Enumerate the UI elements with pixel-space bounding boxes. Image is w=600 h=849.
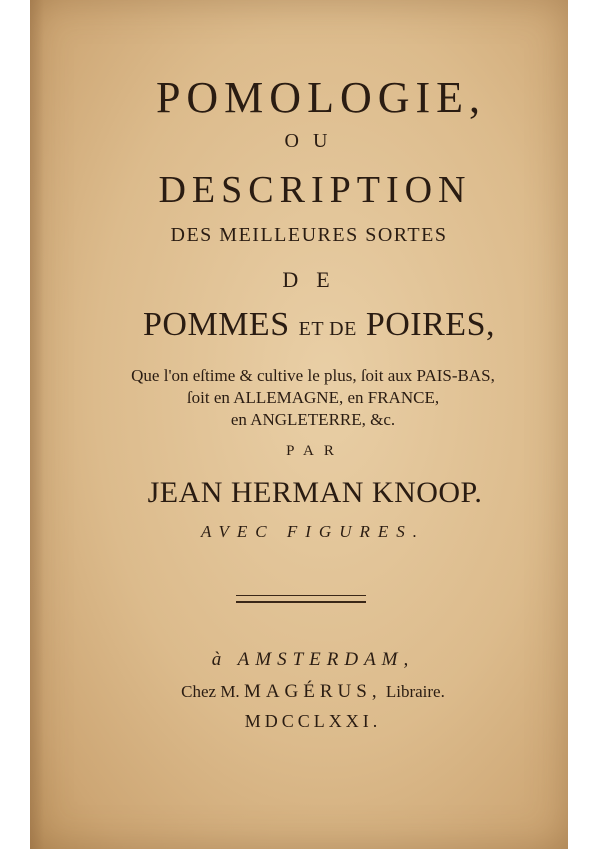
by-line-par: PAR <box>286 443 344 459</box>
avec-figures: AVEC FIGURES. <box>200 522 425 541</box>
conjunction-ou: OU <box>284 130 342 152</box>
book-title: POMOLOGIE, <box>155 73 487 122</box>
author-name: JEAN HERMAN KNOOP. <box>147 476 483 509</box>
publisher-suffix: Libraire. <box>385 682 445 701</box>
imprint-publisher <box>44 681 582 703</box>
imprint-year: MDCCLXXI. <box>244 711 382 731</box>
subtitle-meilleures: DES MEILLEURES SORTES <box>170 224 448 246</box>
word-et-de: ET DE <box>298 318 357 340</box>
subtitle-description: DESCRIPTION <box>158 169 472 211</box>
subtitle-pommes-poires <box>50 306 588 344</box>
word-poires: POIRES, <box>365 306 495 343</box>
decorative-rule <box>236 595 366 603</box>
subtitle-de: DE <box>282 267 348 292</box>
imprint-place: à AMSTERDAM, <box>211 649 415 670</box>
subtitle-line-1: Que l'on eſtime & cultive le plus, ſoit aux PAIS-BAS, <box>131 366 495 385</box>
subtitle-line-3: en ANGLETERRE, &c. <box>230 410 396 429</box>
publisher-prefix: Chez M. <box>181 682 240 701</box>
publisher-name: MAGÉRUS, <box>243 681 382 702</box>
title-page <box>30 0 568 849</box>
word-pommes: POMMES <box>143 306 290 343</box>
subtitle-line-2: ſoit en ALLEMAGNE, en FRANCE, <box>186 388 440 407</box>
